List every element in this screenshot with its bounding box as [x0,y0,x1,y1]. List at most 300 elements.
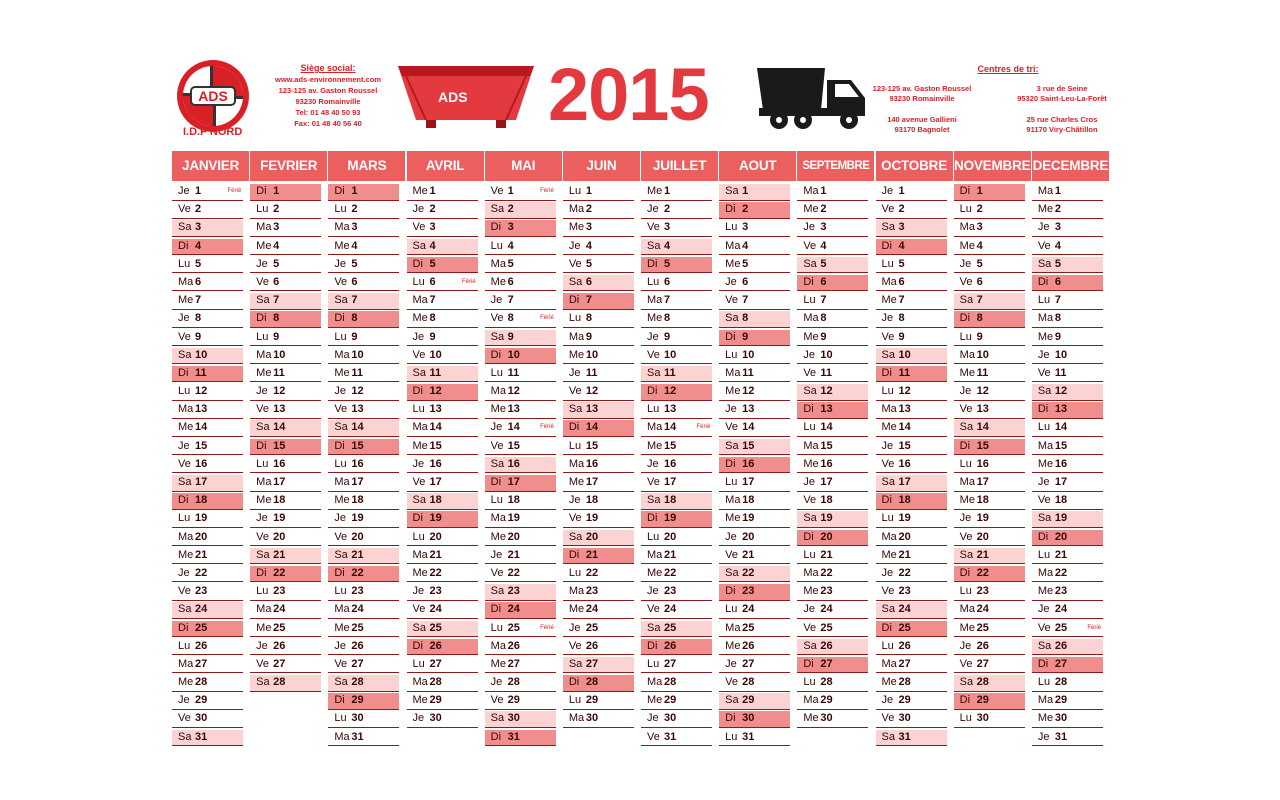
day-number: 27 [585,657,599,670]
weekday-abbr: Me [725,639,741,652]
logo-caption: I.D.F NORD [183,126,243,138]
day-number: 1 [507,185,514,197]
day-number: 29 [507,694,520,707]
day-number: 22 [664,566,677,579]
day-cell [876,584,947,601]
day-number: 7 [351,294,358,307]
weekday-abbr: Di [568,421,580,434]
headquarters-city: 93230 Romainville [295,97,361,106]
day-number: 14 [273,421,286,434]
month-header: SEPTEMBRE [797,151,874,181]
day-number: 18 [742,494,755,507]
day-cell [719,330,790,347]
day-number: 3 [507,221,514,234]
day-number: 17 [1054,476,1068,488]
day-number: 17 [585,476,599,488]
day-number: 25 [820,621,833,634]
day-number: 9 [976,330,983,343]
day-number: 23 [976,585,989,598]
day-number: 15 [273,439,286,452]
weekday-abbr: Di [1037,657,1049,670]
day-cell [563,402,634,419]
weekday-abbr: Me [803,330,819,343]
day-number: 16 [195,457,208,470]
day-cell [328,621,399,638]
day-number: 7 [898,294,905,307]
day-cell [328,730,399,747]
weekday-abbr: Di [412,512,423,525]
day-cell [797,220,868,237]
day-cell [250,366,321,383]
day-number: 27 [976,657,989,670]
weekday-abbr: Sa [881,603,895,616]
day-number: 10 [898,348,911,361]
day-cell [172,457,243,474]
day-cell [485,584,556,601]
weekday-abbr: Ve [568,512,582,525]
weekday-abbr: Ma [803,566,819,579]
day-cell [250,330,321,347]
day-number: 26 [507,639,520,652]
month-column [407,151,485,725]
weekday-abbr: Di [725,585,736,598]
weekday-abbr: Di [490,603,502,616]
day-number: 20 [820,530,833,543]
day-cell [407,621,478,638]
weekday-abbr: Ve [490,566,504,579]
weekday-abbr: Ve [725,421,739,434]
day-number: 5 [664,257,671,270]
weekday-abbr: Lu [334,457,347,470]
weekday-abbr: Je [334,257,346,270]
day-number: 25 [1054,621,1068,634]
day-cell [328,366,399,383]
day-cell [876,639,947,656]
day-cell [641,548,712,565]
day-cell [797,621,868,638]
day-number: 18 [585,494,599,507]
day-number: 13 [585,403,599,416]
day-number: 12 [507,385,520,398]
day-number: 30 [585,712,599,725]
weekday-abbr: Me [256,239,272,252]
weekday-abbr: Sa [178,476,192,488]
day-number: 6 [976,275,983,288]
day-number: 25 [195,621,208,634]
day-number: 10 [1054,348,1068,361]
day-number: 11 [507,366,520,379]
site-line: 25 rue Charles Cros [1026,115,1098,124]
day-number: 24 [429,603,442,616]
day-number: 2 [976,203,983,216]
day-cell [719,220,790,237]
weekday-abbr: Ma [959,221,975,234]
day-cell [485,366,556,383]
weekday-abbr: Ve [647,603,660,616]
weekday-abbr: Me [1037,585,1054,598]
weekday-abbr: Ve [178,203,191,216]
weekday-abbr: Me [334,239,350,252]
day-cell [719,530,790,547]
weekday-abbr: Di [334,694,345,707]
day-number: 9 [507,330,514,343]
day-cell [641,202,712,219]
day-cell [719,202,790,219]
day-number: 2 [351,203,358,216]
day-cell [485,202,556,219]
day-cell [876,330,947,347]
weekday-abbr: Sa [803,639,817,652]
day-number: 14 [1054,421,1068,434]
weekday-abbr: Je [1037,730,1050,743]
weekday-abbr: Di [178,494,189,507]
day-number: 20 [664,530,677,543]
day-number: 22 [898,566,911,579]
day-cell [797,548,868,565]
day-number: 20 [351,530,364,543]
day-cell [876,475,947,492]
weekday-abbr: Je [568,239,581,252]
day-number: 6 [429,275,436,288]
weekday-abbr: Ma [725,239,741,252]
day-number: 23 [742,585,755,598]
day-number: 28 [898,676,911,689]
weekday-abbr: Sa [647,239,661,252]
day-cell [1032,711,1103,728]
day-number: 5 [273,257,280,270]
weekday-abbr: Ma [568,203,585,216]
day-cell [954,602,1025,619]
day-number: 13 [273,403,286,416]
month-header: AOUT [719,151,796,181]
weekday-abbr: Me [881,421,897,434]
day-cell [250,566,321,583]
day-number: 2 [898,203,905,216]
day-cell [876,420,947,437]
day-cell [485,384,556,401]
day-number: 11 [195,366,207,379]
day-cell [250,184,321,201]
day-cell [641,730,712,747]
day-number: 18 [976,494,989,507]
sorting-centers-title: Centres de tri: [977,64,1039,74]
month-days [719,181,796,746]
day-number: 6 [898,275,905,288]
weekday-abbr: Lu [1037,548,1051,561]
day-number: 11 [820,366,832,379]
day-number: 9 [1054,330,1061,343]
weekday-abbr: Lu [490,494,503,507]
day-number: 16 [351,457,364,470]
weekday-abbr: Me [647,312,663,325]
day-cell [954,693,1025,710]
day-cell [407,184,478,201]
weekday-abbr: Je [725,403,737,416]
day-cell [407,311,478,328]
day-cell [954,420,1025,437]
day-number: 15 [585,439,599,452]
weekday-abbr: Sa [959,421,974,434]
day-cell [641,384,712,401]
weekday-abbr: Lu [256,585,269,598]
weekday-abbr: Je [256,385,268,398]
day-cell [250,239,321,256]
day-number: 27 [429,657,442,670]
day-cell [641,402,712,419]
day-cell [1032,348,1103,365]
day-cell [641,530,712,547]
day-number: 12 [273,385,286,398]
day-number: 27 [507,657,520,670]
day-number: 14 [976,421,989,434]
weekday-abbr: Sa [256,548,270,561]
weekday-abbr: Ma [412,676,428,689]
day-number: 27 [195,657,208,670]
day-cell [797,711,868,728]
day-cell [328,657,399,674]
month-days [407,181,484,728]
day-cell [954,475,1025,492]
headquarters-website: www.ads-environnement.com [275,75,381,84]
weekday-abbr: Lu [881,385,894,398]
day-cell [1032,584,1103,601]
weekday-abbr: Ma [881,530,897,543]
day-cell [797,693,868,710]
weekday-abbr: Je [1037,348,1050,361]
day-number: 24 [585,603,599,616]
weekday-abbr: Ve [803,621,817,634]
month-days [797,181,874,728]
weekday-abbr: Sa [725,312,739,325]
weekday-abbr: Di [412,257,423,270]
day-number: 30 [898,712,911,725]
day-cell [797,584,868,601]
day-number: 25 [585,621,599,634]
day-number: 26 [195,639,208,652]
day-cell [641,439,712,456]
day-cell [641,420,712,437]
day-cell [1032,420,1103,437]
weekday-abbr: Ma [803,185,819,197]
weekday-abbr: Di [568,294,580,307]
day-number: 25 [429,621,442,634]
weekday-abbr: Ma [803,694,819,707]
day-cell [641,348,712,365]
weekday-abbr: Me [725,512,741,525]
day-cell [172,275,243,292]
day-number: 20 [1054,530,1068,543]
day-cell [797,202,868,219]
day-number: 27 [742,657,755,670]
weekday-abbr: Sa [178,348,192,361]
day-cell [485,548,556,565]
day-cell [719,711,790,728]
day-cell [797,511,868,528]
day-cell [407,511,478,528]
day-cell [328,711,399,728]
weekday-abbr: Di [647,639,658,652]
weekday-abbr: Lu [256,457,269,470]
day-number: 8 [664,312,671,325]
weekday-abbr: Di [256,185,267,197]
weekday-abbr: Ve [334,530,348,543]
day-number: 21 [1054,548,1068,561]
day-number: 8 [976,312,983,325]
day-cell [250,475,321,492]
day-cell [954,439,1025,456]
day-number: 31 [195,730,208,743]
day-cell [485,293,556,310]
weekday-abbr: Ma [881,657,897,670]
day-cell [328,384,399,401]
month-days [1032,181,1109,746]
month-column [328,151,406,743]
day-number: 16 [742,457,755,470]
day-cell [641,584,712,601]
day-cell [250,657,321,674]
day-cell [1032,621,1103,638]
day-cell [876,548,947,565]
site-romainville [852,84,992,104]
day-number: 28 [351,676,364,689]
day-cell [719,493,790,510]
day-number: 1 [195,185,202,197]
weekday-abbr: Je [490,548,503,561]
weekday-abbr: Ve [725,548,739,561]
day-cell [407,366,478,383]
weekday-abbr: Me [178,676,194,689]
day-number: 27 [820,657,833,670]
day-cell [1032,511,1103,528]
day-cell [954,293,1025,310]
day-cell [876,384,947,401]
weekday-abbr: Ve [568,385,582,398]
day-number: 19 [585,512,599,525]
weekday-abbr: Je [412,203,425,216]
day-cell [172,239,243,256]
day-cell [876,439,947,456]
day-number: 12 [664,385,677,398]
weekday-abbr: Sa [647,366,661,379]
day-cell [328,693,399,710]
day-number: 27 [273,657,286,670]
weekday-abbr: Di [647,385,658,398]
weekday-abbr: Ma [1037,566,1054,579]
day-cell [172,420,243,437]
day-cell [563,511,634,528]
weekday-abbr: Di [412,385,423,398]
weekday-abbr: Ma [412,548,428,561]
day-cell [328,548,399,565]
day-number: 25 [351,621,364,634]
day-number: 31 [351,730,364,743]
day-cell [407,475,478,492]
weekday-abbr: Ve [881,712,895,725]
day-cell [250,293,321,310]
weekday-abbr: Je [725,275,737,288]
day-cell [172,493,243,510]
day-number: 10 [976,348,989,361]
day-number: 10 [742,348,755,361]
weekday-abbr: Sa [959,676,974,689]
weekday-abbr: Ma [647,421,663,434]
day-number: 20 [429,530,442,543]
day-cell [172,566,243,583]
day-cell [1032,402,1103,419]
weekday-abbr: Di [334,312,345,325]
day-number: 21 [664,548,677,561]
day-cell [172,621,243,638]
weekday-abbr: Lu [178,512,191,525]
day-cell [719,257,790,274]
month-column [250,151,328,720]
day-cell [797,184,868,201]
day-number: 5 [898,257,905,270]
day-number: 11 [664,366,676,379]
weekday-abbr: Je [178,185,190,197]
day-cell [1032,602,1103,619]
weekday-abbr: Di [803,530,814,543]
day-cell [407,220,478,237]
weekday-abbr: Ma [334,476,350,488]
weekday-abbr: Je [490,676,503,689]
day-number: 24 [351,603,364,616]
day-number: 25 [742,621,755,634]
day-cell [563,475,634,492]
weekday-abbr: Je [1037,221,1050,234]
weekday-abbr: Sa [412,494,426,507]
day-cell [876,220,947,237]
weekday-abbr: Ma [256,221,272,234]
day-number: 15 [976,439,989,452]
day-number: 21 [429,548,442,561]
day-cell [563,602,634,619]
day-cell [407,566,478,583]
day-cell [719,675,790,692]
day-cell [1032,530,1103,547]
weekday-abbr: Sa [490,203,505,216]
weekday-abbr: Ma [490,639,506,652]
weekday-abbr: Ma [803,312,819,325]
day-number: 23 [273,585,286,598]
day-cell [797,439,868,456]
month-days [563,181,640,728]
day-cell [485,602,556,619]
weekday-abbr: Sa [647,621,661,634]
weekday-abbr: Je [568,494,581,507]
day-number: 9 [820,330,827,343]
day-cell [563,202,634,219]
day-number: 12 [429,385,442,398]
day-cell [719,566,790,583]
day-number: 6 [585,275,592,288]
day-cell [328,184,399,201]
weekday-abbr: Sa [725,566,739,579]
weekday-abbr: Sa [1037,257,1052,270]
day-number: 1 [273,185,280,197]
weekday-abbr: Ma [881,403,897,416]
weekday-abbr: Lu [178,385,191,398]
weekday-abbr: Je [1037,603,1050,616]
day-number: 22 [742,566,755,579]
day-cell [954,311,1025,328]
day-cell [485,493,556,510]
day-cell [797,675,868,692]
day-number: 22 [351,566,364,579]
day-cell [797,566,868,583]
holiday-label: Férié [540,315,554,322]
day-number: 26 [976,639,989,652]
